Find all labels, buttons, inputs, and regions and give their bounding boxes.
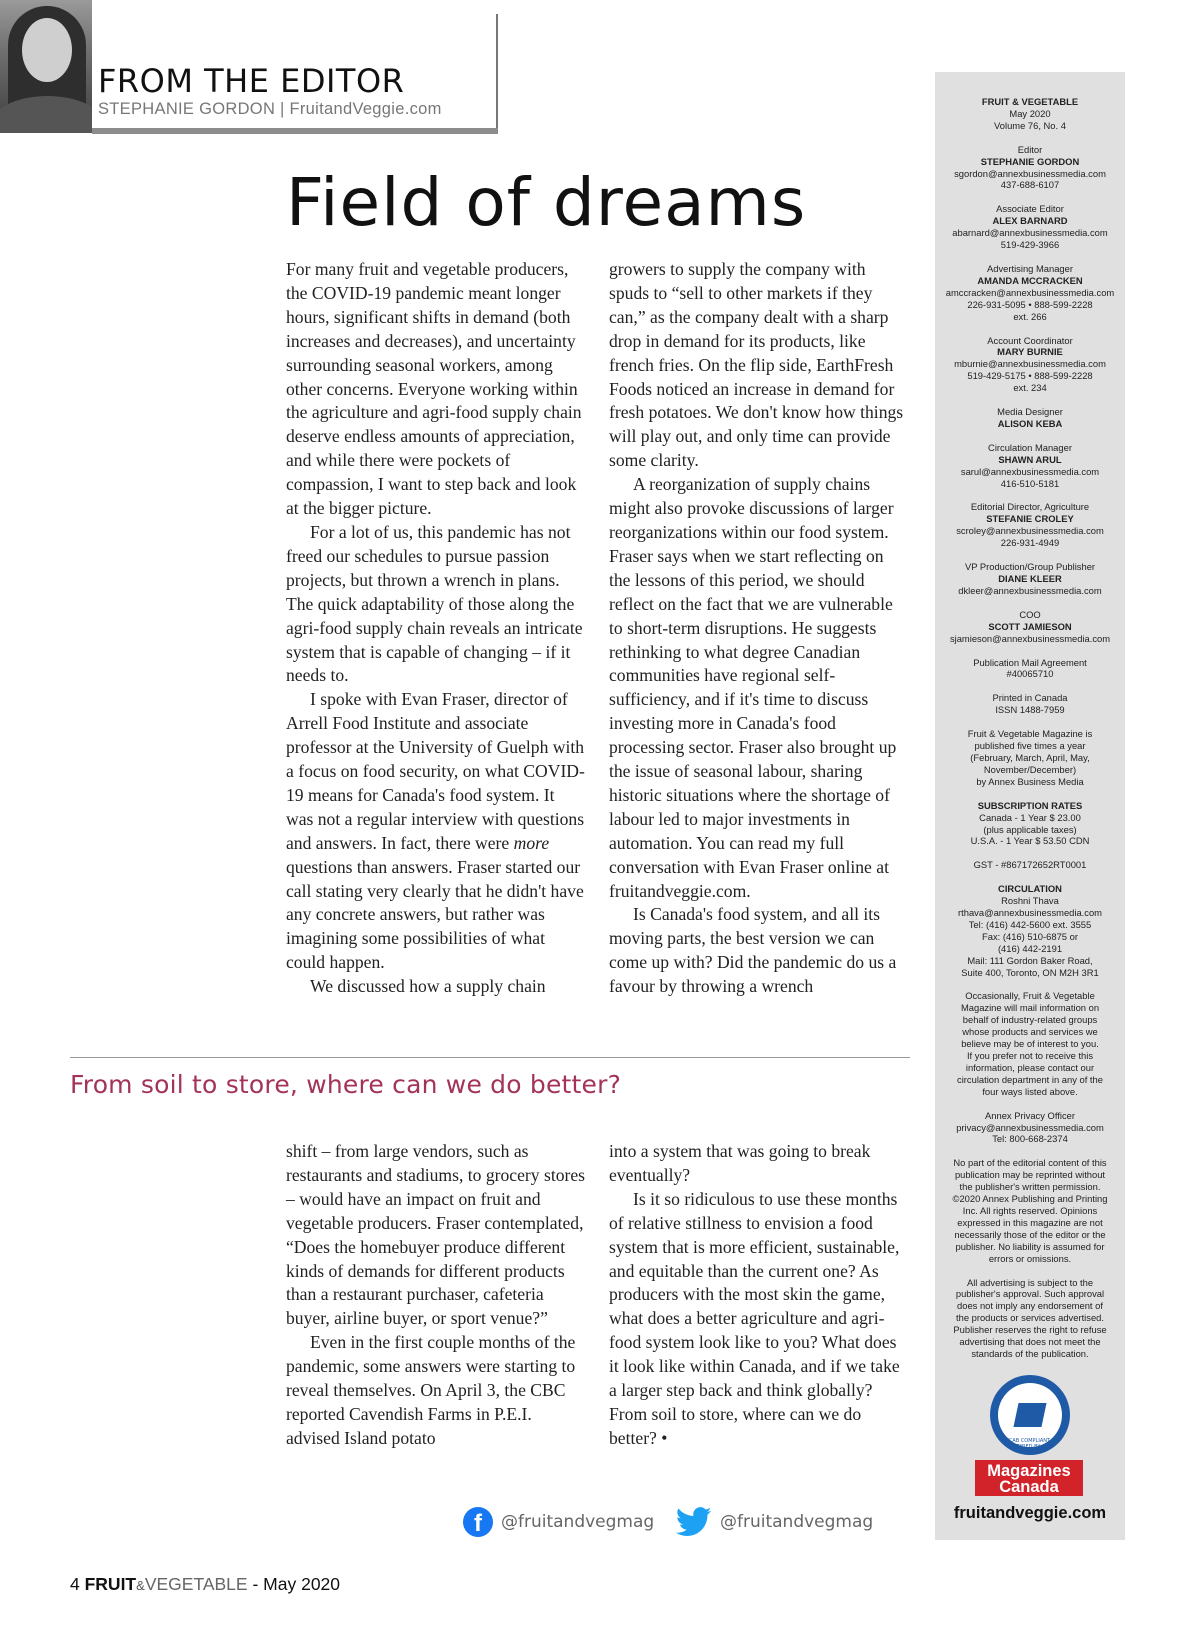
- masthead-line: necessarily those of the editor or the: [954, 1228, 1106, 1240]
- masthead-line: GST - #867172652RT0001: [973, 859, 1087, 871]
- masthead-line: sarul@annexbusinessmedia.com: [960, 465, 1100, 477]
- masthead-line: Occasionally, Fruit & Vegetable: [965, 990, 1095, 1002]
- masthead-block: [935, 203, 1125, 251]
- footer-brand-amp: &: [136, 1578, 145, 1593]
- facebook-handle[interactable]: [463, 1506, 654, 1538]
- masthead-line: STEPHANIE GORDON: [980, 155, 1080, 167]
- masthead-line: U.S.A. - 1 Year $ 53.50 CDN: [970, 835, 1090, 847]
- masthead-line: whose products and services we: [962, 1026, 1098, 1038]
- article-column-3: [286, 1140, 586, 1451]
- masthead-line: 519-429-5175 • 888-599-2228: [967, 370, 1093, 382]
- masthead-line: ext. 266: [1013, 310, 1047, 322]
- masthead-block: [935, 859, 1125, 871]
- ccab-badge-icon: [990, 1375, 1070, 1455]
- article-column-4: [609, 1140, 909, 1451]
- masthead-line: (plus applicable taxes): [983, 823, 1077, 835]
- masthead-line: privacy@annexbusinessmedia.com: [956, 1121, 1104, 1133]
- masthead-line: DIANE KLEER: [998, 573, 1062, 584]
- masthead-line: 226-931-5095 • 888-599-2228: [967, 298, 1093, 310]
- masthead-line: behalf of industry-related groups: [962, 1014, 1098, 1026]
- byline: STEPHANIE GORDON | FruitandVeggie.com: [98, 100, 442, 118]
- masthead-line: does not imply any endorsement of: [957, 1300, 1103, 1312]
- article-column-2: [609, 258, 909, 999]
- masthead-line: VP Production/Group Publisher: [964, 561, 1096, 573]
- section-label: FROM THE EDITOR: [98, 62, 405, 100]
- website-link[interactable]: fruitandveggie.com: [953, 1504, 1107, 1522]
- masthead-line: scroley@annexbusinessmedia.com: [956, 525, 1104, 537]
- masthead-block: [935, 263, 1125, 323]
- masthead-line: rthava@annexbusinessmedia.com: [958, 907, 1102, 919]
- masthead-line: No part of the editorial content of this: [953, 1157, 1107, 1169]
- badge-text: CCAB COMPLIANT • CERTIFIED BY AAM: [1005, 1438, 1055, 1450]
- masthead-line: publisher's approval. Such approval: [955, 1288, 1105, 1300]
- paragraph: We discussed how a supply chain: [310, 976, 546, 997]
- masthead-line: publication may be reprinted without: [954, 1169, 1106, 1181]
- masthead-line: #40065710: [1006, 668, 1054, 680]
- masthead-line: Media Designer: [997, 406, 1063, 418]
- masthead-line: Fruit & Vegetable Magazine is: [967, 728, 1093, 740]
- masthead-line: the products or services advertised.: [956, 1312, 1104, 1324]
- masthead-block: [935, 442, 1125, 490]
- masthead-line: the publisher's written permission.: [959, 1181, 1101, 1193]
- masthead-line: Advertising Manager: [987, 262, 1073, 274]
- masthead-block: [935, 1157, 1125, 1264]
- masthead-line: All advertising is subject to the: [966, 1276, 1094, 1288]
- page-number: 4: [70, 1574, 80, 1594]
- masthead-line: circulation department in any of the: [957, 1073, 1103, 1085]
- editor-photo: [0, 0, 92, 133]
- header-divider-horizontal: [92, 128, 498, 134]
- masthead-line: November/December): [983, 763, 1077, 775]
- masthead-line: May 2020: [1009, 107, 1051, 119]
- article-headline: Field of dreams: [286, 164, 807, 241]
- masthead-line: ©2020 Annex Publishing and Printing: [952, 1193, 1108, 1205]
- masthead-line: AMANDA MCCRACKEN: [977, 274, 1083, 286]
- masthead-line: 226-931-4949: [1000, 537, 1060, 549]
- masthead-line: (416) 442-2191: [997, 942, 1063, 954]
- masthead-block: [935, 501, 1125, 549]
- masthead-line: If you prefer not to receive this: [966, 1050, 1094, 1061]
- masthead-block: [935, 883, 1125, 978]
- masthead-line: CIRCULATION: [998, 883, 1062, 895]
- masthead-line: SUBSCRIPTION RATES: [977, 799, 1083, 811]
- paragraph: Even in the first couple months of the pandemic, some answers were starting to reveal themselves. On April 3, the CBC reported Cavendish Farms in P.E.I. advised Island potato: [286, 1332, 576, 1448]
- footer-issue: - May 2020: [252, 1574, 341, 1594]
- masthead-block: [935, 1277, 1125, 1360]
- magazines-canada-logo: Magazines Canada: [975, 1460, 1083, 1496]
- masthead-line: by Annex Business Media: [976, 775, 1084, 787]
- pull-quote: From soil to store, where can we do better?: [70, 1070, 622, 1099]
- footer-brand-fruit: FRUIT: [84, 1574, 137, 1594]
- facebook-handle-text: @fruitandvegmag: [501, 1512, 655, 1532]
- masthead-line: Publication Mail Agreement: [973, 656, 1087, 668]
- paragraph: A reorganization of supply chains might also provoke discussions of larger reorganizations within our food system. Fraser says when we start reflecting on the lessons of this period, we should reflect on the fact that we are vulnerable to short-term disruptions. He suggests rethinking to what degree Canadian communities have regional self-sufficiency, and if it's time to discuss investing more in Canada's food processing sector. Fraser also brought up the issue of seasonal labour, sharing historic situations where the shortage of labour led to major investments in automation. You can read my full conversation with Evan Fraser online at fruitandveggie.com.: [609, 474, 897, 901]
- masthead-line: 519-429-3966: [1000, 239, 1060, 251]
- masthead-line: amccracken@annexbusinessmedia.com: [945, 286, 1115, 298]
- masthead-line: COO: [1019, 608, 1041, 620]
- masthead-line: Associate Editor: [996, 203, 1064, 215]
- masthead-block: [935, 144, 1125, 192]
- paragraph: Is it so ridiculous to use these months of relative stillness to envision a food system that is more efficient, sustainable, and equitable than the current one? As producers with the most skin the game, what does a better agriculture and agri-food system look like to you? What does it look like within Canada, and if we take a larger step back and think globally? From soil to store, where can we do better? •: [609, 1188, 900, 1448]
- masthead-block: [935, 96, 1125, 132]
- masthead-line: advertising that does not meet the: [959, 1336, 1101, 1348]
- masthead-line: SCOTT JAMIESON: [988, 620, 1072, 632]
- masthead-block: [935, 609, 1125, 645]
- masthead-line: Roshni Thava: [1001, 895, 1059, 907]
- masthead-line: MARY BURNIE: [997, 346, 1063, 358]
- masthead-line: STEFANIE CROLEY: [986, 513, 1074, 525]
- masthead-line: Mail: 111 Gordon Baker Road,: [967, 954, 1093, 966]
- masthead-block: [935, 561, 1125, 597]
- masthead-line: Inc. All rights reserved. Opinions: [962, 1204, 1098, 1216]
- masthead-block: [935, 800, 1125, 848]
- masthead-block: [935, 406, 1125, 430]
- masthead-line: (February, March, April, May,: [970, 751, 1090, 763]
- masthead-block: [935, 990, 1125, 1097]
- masthead-line: believe may be of interest to you.: [961, 1038, 1099, 1050]
- masthead-line: information, please contact our: [965, 1061, 1095, 1073]
- masthead-text: [935, 96, 1125, 1372]
- paragraph: Is Canada's food system, and all its moving parts, the best version we can come up with? Did the pandemic do us a favour by throwing a wrench: [609, 904, 897, 997]
- masthead-line: Fax: (416) 510-6875 or: [982, 930, 1078, 942]
- paragraph: For many fruit and vegetable producers, the COVID-19 pandemic meant longer hours, significant shifts in demand (both increases and decreases), and uncertainty surrounding seasonal workers, among other concerns. Everyone working within the agriculture and agri-food supply chain deserve endless amounts of appreciation, and while there were pockets of compassion, I want to step back and look at the bigger picture.: [286, 259, 582, 519]
- masthead-block: [935, 335, 1125, 395]
- masthead-line: abarnard@annexbusinessmedia.com: [952, 227, 1108, 239]
- twitter-handle[interactable]: [676, 1506, 873, 1538]
- twitter-icon: [676, 1507, 712, 1537]
- masthead-line: mburnie@annexbusinessmedia.com: [954, 358, 1106, 370]
- paragraph: into a system that was going to break eventually?: [609, 1141, 871, 1185]
- masthead-line: Magazine will mail information on: [960, 1002, 1100, 1014]
- masthead-line: Circulation Manager: [988, 441, 1072, 453]
- masthead-line: ALISON KEBA: [997, 417, 1063, 429]
- paragraph: shift – from large vendors, such as restaurants and stadiums, to grocery stores – would have an impact on fruit and vegetable producers. Fraser contemplated, “Does the homebuyer produce different kinds of demands for different products than a restaurant purchaser, cafeteria buyer, airline buyer, or sport venue?”: [286, 1141, 586, 1329]
- masthead-line: ALEX BARNARD: [992, 215, 1068, 227]
- masthead-line: Account Coordinator: [987, 334, 1073, 346]
- paragraph: I spoke with Evan Fraser, director of Arrell Food Institute and associate professor at the University of Guelph with a focus on food security, on what COVID-19 means for Canada's food system. It was not a regular interview with questions and answers. In fact, there were more questions than answers. Fraser started our call stating very clearly that he didn't have any concrete answers, but rather was imagining some possibilities of what could happen.: [286, 689, 585, 973]
- masthead-line: Canada - 1 Year $ 23.00: [979, 811, 1081, 823]
- masthead-line: dkleer@annexbusinessmedia.com: [958, 584, 1102, 596]
- masthead-block: [935, 728, 1125, 788]
- masthead-block: [935, 692, 1125, 716]
- masthead-line: ext. 234: [1013, 382, 1047, 394]
- masthead-line: 416-510-5181: [1000, 477, 1060, 489]
- masthead-line: sjamieson@annexbusinessmedia.com: [949, 632, 1111, 644]
- masthead-line: expressed in this magazine are not: [957, 1216, 1103, 1228]
- masthead-line: publisher. No liability is assumed for: [955, 1240, 1105, 1252]
- masthead-line: Suite 400, Toronto, ON M2H 3R1: [961, 966, 1099, 978]
- masthead-line: FRUIT & VEGETABLE: [981, 96, 1079, 107]
- masthead-line: Tel: 800-668-2374: [992, 1133, 1068, 1145]
- masthead-line: four ways listed above.: [982, 1085, 1078, 1097]
- masthead-line: ISSN 1488-7959: [995, 704, 1065, 716]
- masthead-line: Editor: [1017, 143, 1043, 155]
- paragraph: For a lot of us, this pandemic has not freed our schedules to pursue passion projects, but thrown a wrench in plans. The quick adaptability of those along the agri-food supply chain reveals an intricate system that is capable of changing – if it needs to.: [286, 521, 583, 686]
- pull-quote-rule: [70, 1057, 910, 1058]
- twitter-handle-text: @fruitandvegmag: [720, 1512, 874, 1532]
- footer-brand-vegetable: VEGETABLE: [144, 1574, 248, 1594]
- masthead-line: Editorial Director, Agriculture: [970, 501, 1090, 513]
- masthead-line: published five times a year: [974, 740, 1086, 752]
- masthead-line: Publisher reserves the right to refuse: [953, 1324, 1107, 1336]
- masthead-line: 437-688-6107: [1000, 179, 1060, 191]
- masthead-line: standards of the publication.: [971, 1347, 1089, 1359]
- page-footer: [70, 1574, 340, 1595]
- masthead-line: errors or omissions.: [988, 1252, 1072, 1264]
- masthead-block: [935, 657, 1125, 681]
- masthead-line: Tel: (416) 442-5600 ext. 3555: [968, 918, 1092, 930]
- masthead-line: sgordon@annexbusinessmedia.com: [954, 167, 1106, 179]
- header-divider-vertical: [496, 14, 498, 134]
- article-column-1: [286, 258, 586, 999]
- masthead-line: Printed in Canada: [992, 692, 1068, 704]
- paragraph: growers to supply the company with spuds to “sell to other markets if they can,” as the company dealt with a sharp drop in demand for its products, like french fries. On the flip side, EarthFresh Foods noticed an increase in demand for fresh potatoes. We don't know how things will play out, and only time can provide some clarity.: [609, 259, 904, 471]
- masthead-line: SHAWN ARUL: [998, 453, 1062, 465]
- facebook-icon: f: [463, 1507, 493, 1537]
- masthead-line: Annex Privacy Officer: [985, 1109, 1075, 1121]
- masthead-line: Volume 76, No. 4: [994, 119, 1066, 131]
- masthead-block: [935, 1110, 1125, 1146]
